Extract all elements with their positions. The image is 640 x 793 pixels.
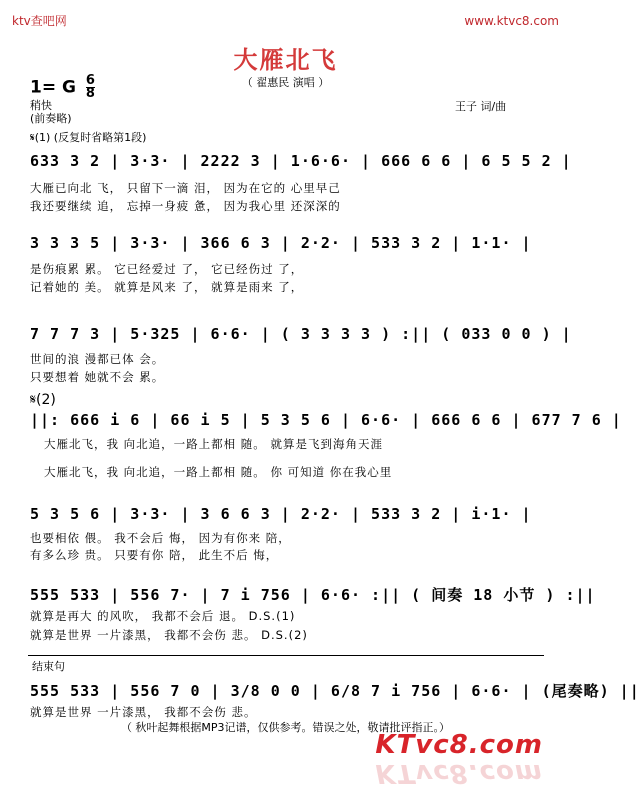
lyric-line-5b: 有多么珍 贵。 只要有你 陪， 此生不后 悔， xyxy=(30,548,279,562)
ending-label: 结束句 xyxy=(32,660,65,673)
site-url-watermark: www.ktvc8.com xyxy=(464,14,559,28)
lyric-line-1b: 我还要继续 追， 忘掉一身疲 惫， 因为我心里 还深深的 xyxy=(30,199,341,213)
singer-credit: （ 翟惠民 演唱 ） xyxy=(241,76,330,89)
footer-note: （ 秋叶起舞根据MP3记谱，仅供参考。错误之处，敬请批评指正。） xyxy=(120,721,451,734)
time-signature xyxy=(86,75,95,100)
site-watermark: ktv查吧网 xyxy=(12,14,67,28)
notation-line-7: 555 533 | 556 7 0 | 3/8 0 0 | 6/8 7 i 756 | 6·6· | (尾奏略) || xyxy=(30,682,640,700)
lyric-line-1a: 大雁已向北 飞， 只留下一滴 泪， 因为在它的 心里早己 xyxy=(30,181,341,195)
ending-divider xyxy=(28,655,544,656)
lyric-line-2b: 记着她的 美。 就算是风来 了， 就算是雨来 了， xyxy=(30,280,304,294)
time-sig-top: 6 xyxy=(85,73,95,88)
notation-line-1: 633 3 2 | 3·3· | 2222 3 | 1·6·6· | 666 6 6 | 6 5 5 2 | xyxy=(30,152,572,170)
lyric-line-6a: 就算是再大 的风吹， 我都不会后 退。 D.S.(1) xyxy=(30,609,296,623)
ktvc8-logo: KTvc8.com xyxy=(375,730,543,760)
notation-line-6: 555 533 | 556 7· | 7 i 756 | 6·6· :|| ( 间奏 18 小节 ) :|| xyxy=(30,586,596,604)
intro-note: (前奏略) xyxy=(30,112,72,125)
key-text: 1= G xyxy=(30,77,76,98)
lyric-line-4a: 大雁北飞，我 向北追，一路上都相 随。 就算是飞到海角天涯 xyxy=(44,437,383,451)
section1-label: 𝄋(1) (反复时省略第1段) xyxy=(30,131,147,144)
author-credit: 王子 词/曲 xyxy=(455,100,507,113)
ktvc8-logo-reflection: KTvc8.com xyxy=(375,758,543,788)
lyric-line-4b: 大雁北飞，我 向北追，一路上都相 随。 你 可知道 你在我心里 xyxy=(44,465,393,479)
lyric-line-2a: 是伤痕累 累。 它已经爱过 了， 它已经伤过 了， xyxy=(30,262,304,276)
notation-line-2: 3 3 3 5 | 3·3· | 366 6 3 | 2·2· | 533 3 2 | 1·1· | xyxy=(30,234,532,252)
song-title: 大雁北飞 xyxy=(233,46,338,74)
lyric-line-3a: 世间的浪 漫都已体 会。 xyxy=(30,352,165,366)
lyric-line-7a: 就算是世界 一片漆黑， 我都不会伤 悲。 xyxy=(30,705,257,719)
notation-line-4: ||: 666 i 6 | 66 i 5 | 5 3 5 6 | 6·6· | 666 6 6 | 677 7 6 | xyxy=(30,411,622,429)
lyric-line-5a: 也要相依 偎。 我不会后 悔， 因为有你来 陪， xyxy=(30,531,291,545)
lyric-line-6b: 就算是世界 一片漆黑， 我都不会伤 悲。 D.S.(2) xyxy=(30,628,308,642)
section2-label: 𝄋(2) xyxy=(30,392,56,408)
tempo-mark: 稍快 xyxy=(30,99,52,112)
notation-line-5: 5 3 5 6 | 3·3· | 3 6 6 3 | 2·2· | 533 3 2 | i·1· | xyxy=(30,505,532,523)
lyric-line-3b: 只要想着 她就不会 累。 xyxy=(30,370,165,384)
notation-line-3: 7 7 7 3 | 5·325 | 6·6· | ( 3 3 3 3 ) :|| ( 033 0 0 ) | xyxy=(30,325,572,343)
time-sig-bottom: 8 xyxy=(85,86,95,101)
